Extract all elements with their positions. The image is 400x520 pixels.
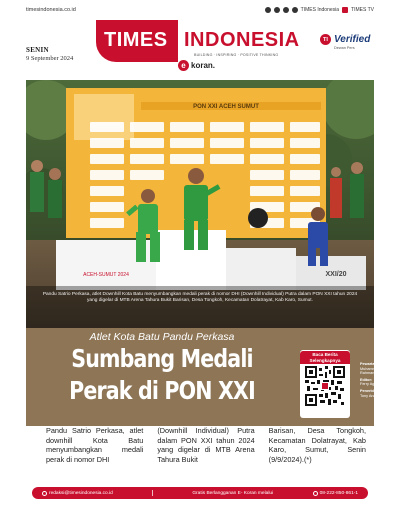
logo-indonesia: INDONESIA <box>184 29 300 51</box>
date-block <box>26 46 73 62</box>
photo-caption: Pandu Satrio Perkasa, atlet Downhill Kota Batu menyumbangkan medali perak di nomor DHI (Downhill Individual) Putra dalam PON XXI tahun 2024 yang digelar di MTB Arena Tahura Bukit Barisan, Desa Tongkoh, Kecamatan Dolatrayat, Kab Karo, Sumut. <box>42 292 358 304</box>
ekoran-text: koran. <box>191 61 216 70</box>
headline-kicker: Atlet Kota Batu Pandu Perkasa <box>89 331 235 343</box>
whatsapp-icon <box>313 491 318 496</box>
youtube-icon[interactable] <box>342 7 348 13</box>
publisher-label: Penerbit: <box>360 388 377 393</box>
podium-right-text: XXI/20 <box>325 271 347 278</box>
backdrop-title: PON XXI ACEH SUMUT <box>193 104 259 110</box>
verified-sub: Dewan Pers <box>334 46 355 50</box>
footer-divider <box>152 490 153 496</box>
footer-phone-text: 08-222-850-861-1 <box>319 490 358 496</box>
tiktok-icon[interactable] <box>292 7 298 13</box>
footer-bar <box>32 487 368 499</box>
headline-line-2: Perak di PON XXI <box>69 376 255 405</box>
tv-handle: TIMES TV <box>351 7 374 13</box>
reporter-label: Pewarta: <box>360 362 376 366</box>
reporter-name: Muhammad Dhani Rahman <box>360 366 392 376</box>
read-more-qr[interactable] <box>300 350 350 418</box>
issue-day: SENIN <box>26 46 49 54</box>
qr-label: Baca Berita Selengkapnya <box>300 351 350 364</box>
body-column-1: Pandu Satrio Perkasa, atlet downhill Kota Batu menyumbangkan medali perak di nomor DHI <box>46 426 144 464</box>
ti-badge-icon: TI <box>320 34 331 45</box>
facebook-icon[interactable] <box>265 7 271 13</box>
credits <box>360 362 398 400</box>
body-column-3: Barisan, Desa Tongkoh, Kecamatan Dolatrayat, Kab Karo, Sumut, Senin (9/9/2024).(*) <box>268 426 366 464</box>
social-links <box>265 7 374 13</box>
verified-text: Verified <box>334 34 371 45</box>
footer-email[interactable] <box>42 491 113 496</box>
footer-email-text: redaksi@timesindonesia.co.id <box>49 490 113 496</box>
ekoran-logo <box>178 60 215 71</box>
editor-label: Editor: <box>360 377 373 382</box>
x-icon[interactable] <box>283 7 289 13</box>
top-strip <box>0 0 400 20</box>
instagram-icon[interactable] <box>274 7 280 13</box>
headline <box>48 343 276 407</box>
publisher-name: Tony Andika Putra <box>360 393 391 398</box>
logo-tagline: BUILDING · INSPIRING · POSITIVE THINKING <box>194 53 279 57</box>
footer-promo-text: Gratis Berlangganan E- Koran melalui <box>192 490 274 496</box>
logo-times: TIMES <box>104 29 168 51</box>
editor-name: Ferry Agusta Satrio <box>360 382 393 387</box>
ekoran-e-icon: e <box>178 60 189 71</box>
verified-badge <box>320 34 370 45</box>
issue-date: 9 September 2024 <box>26 55 74 62</box>
footer-phone[interactable] <box>313 491 358 496</box>
social-handle: TIMES Indonesia <box>300 7 340 13</box>
site-url[interactable]: timesindonesia.co.id <box>26 7 76 13</box>
photo-illustration <box>26 80 374 328</box>
body-column-2: (Downhill Individual) Putra dalam PON XXI tahun 2024 yang digelar di MTB Arena Tahura Bukit <box>157 426 255 464</box>
podium-left-text: ACEH-SUMUT 2024 <box>83 272 129 278</box>
qr-code-icon[interactable] <box>305 366 345 406</box>
footer-promo <box>192 491 273 496</box>
article-body <box>46 426 366 464</box>
headline-box <box>26 328 393 426</box>
mail-icon <box>42 491 47 496</box>
podium-photo <box>26 80 374 328</box>
headline-line-1: Sumbang Medali <box>71 344 253 373</box>
